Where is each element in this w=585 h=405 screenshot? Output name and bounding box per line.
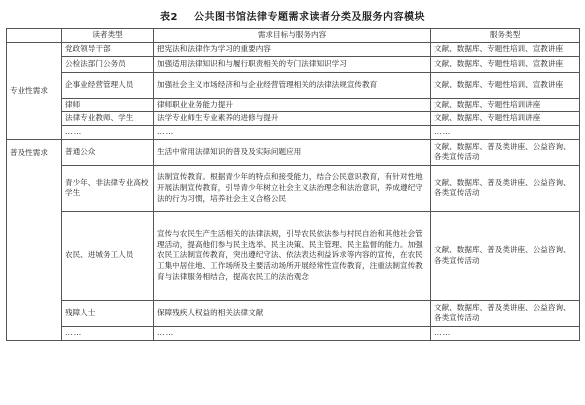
reader-cell: 党政领导干部 <box>62 43 154 57</box>
category-cell: 普及性需求 <box>7 139 62 340</box>
table-row <box>7 43 580 57</box>
reader-cell: 企事业经营管理人员 <box>62 72 154 98</box>
table-row <box>7 326 580 340</box>
table-row <box>7 98 580 112</box>
table-caption <box>0 8 585 23</box>
table-header-row <box>7 29 580 43</box>
service-cell: …… <box>431 125 580 139</box>
reader-service-table <box>6 28 580 341</box>
content-cell: 加强社会主义市场经济和与企业经营管理相关的法律法规宣传教育 <box>154 72 431 98</box>
table-row <box>7 300 580 326</box>
content-cell: 法制宣传教育。根据青少年的特点和接受能力，结合公民意识教育，有针对性地开展法制宣传教育，引导青少年树立社会主义法治理念和法治意识，养成遵纪守法的行为习惯，培养社会主义合格公民 <box>154 165 431 211</box>
table-row <box>7 165 580 211</box>
category-cell: 专业性需求 <box>7 43 62 140</box>
service-cell: 文献、数据库、普及类讲座、公益咨询、各类宣传活动 <box>431 165 580 211</box>
service-cell: 文献、数据库、专题性培训讲座 <box>431 98 580 112</box>
service-cell: 文献、数据库、专题性培训、宣教讲座 <box>431 56 580 72</box>
table-row <box>7 125 580 139</box>
service-cell: 文献、数据库、普及类讲座、公益咨询、各类宣传活动 <box>431 300 580 326</box>
service-cell: 文献、数据库、专题性培训、宣教讲座 <box>431 72 580 98</box>
content-cell: 加强适用法律知识和与履行职责相关的专门法律知识学习 <box>154 56 431 72</box>
table-row <box>7 112 580 126</box>
table-row <box>7 139 580 165</box>
table-title: 公共图书馆法律专题需求读者分类及服务内容模块 <box>193 12 425 23</box>
content-cell: 律师职业业务能力提升 <box>154 98 431 112</box>
reader-cell: …… <box>62 125 154 139</box>
service-cell: 文献、数据库、普及类讲座、公益咨询、各类宣传活动 <box>431 211 580 300</box>
content-cell: 生活中常用法律知识的普及及实际问题应用 <box>154 139 431 165</box>
header-service-type: 服务类型 <box>431 29 580 43</box>
table-row <box>7 211 580 300</box>
service-cell: 文献、数据库、普及类讲座、公益咨询、各类宣传活动 <box>431 139 580 165</box>
reader-cell: 残障人士 <box>62 300 154 326</box>
header-content: 需求目标与服务内容 <box>154 29 431 43</box>
service-cell: 文献、数据库、专题性培训、宣教讲座 <box>431 43 580 57</box>
content-cell: 法学专业师生专业素养的进修与提升 <box>154 112 431 126</box>
service-cell: 文献、数据库、专题性培训讲座 <box>431 112 580 126</box>
header-blank <box>7 29 62 43</box>
table-number: 表2 <box>160 12 178 23</box>
table-row <box>7 72 580 98</box>
reader-cell: 公检法部门公务员 <box>62 56 154 72</box>
reader-cell: 法律专业教师、学生 <box>62 112 154 126</box>
content-cell: 把宪法和法律作为学习的重要内容 <box>154 43 431 57</box>
reader-cell: 农民、进城务工人员 <box>62 211 154 300</box>
reader-cell: …… <box>62 326 154 340</box>
content-cell: 宣传与农民生产生活相关的法律法规，引导农民依法参与村民自治和其他社会管理活动，提高他们参与民主选举、民主决策、民主管理、民主监督的能力。加强农民工法制宣传教育，突出遵纪守法、依法表达利益诉求等内容的宣传，在农民工集中居住地、工作场所及主要活动场所开展经常性宣传教育，注重法制宣传教育与法律服务相结合，提高农民工的法治观念 <box>154 211 431 300</box>
header-reader-type: 读者类型 <box>62 29 154 43</box>
content-cell: …… <box>154 326 431 340</box>
content-cell: 保障残疾人权益的相关法律文献 <box>154 300 431 326</box>
content-cell: …… <box>154 125 431 139</box>
reader-cell: 青少年、非法律专业高校学生 <box>62 165 154 211</box>
reader-cell: 律师 <box>62 98 154 112</box>
reader-cell: 普通公众 <box>62 139 154 165</box>
service-cell: …… <box>431 326 580 340</box>
table-row <box>7 56 580 72</box>
